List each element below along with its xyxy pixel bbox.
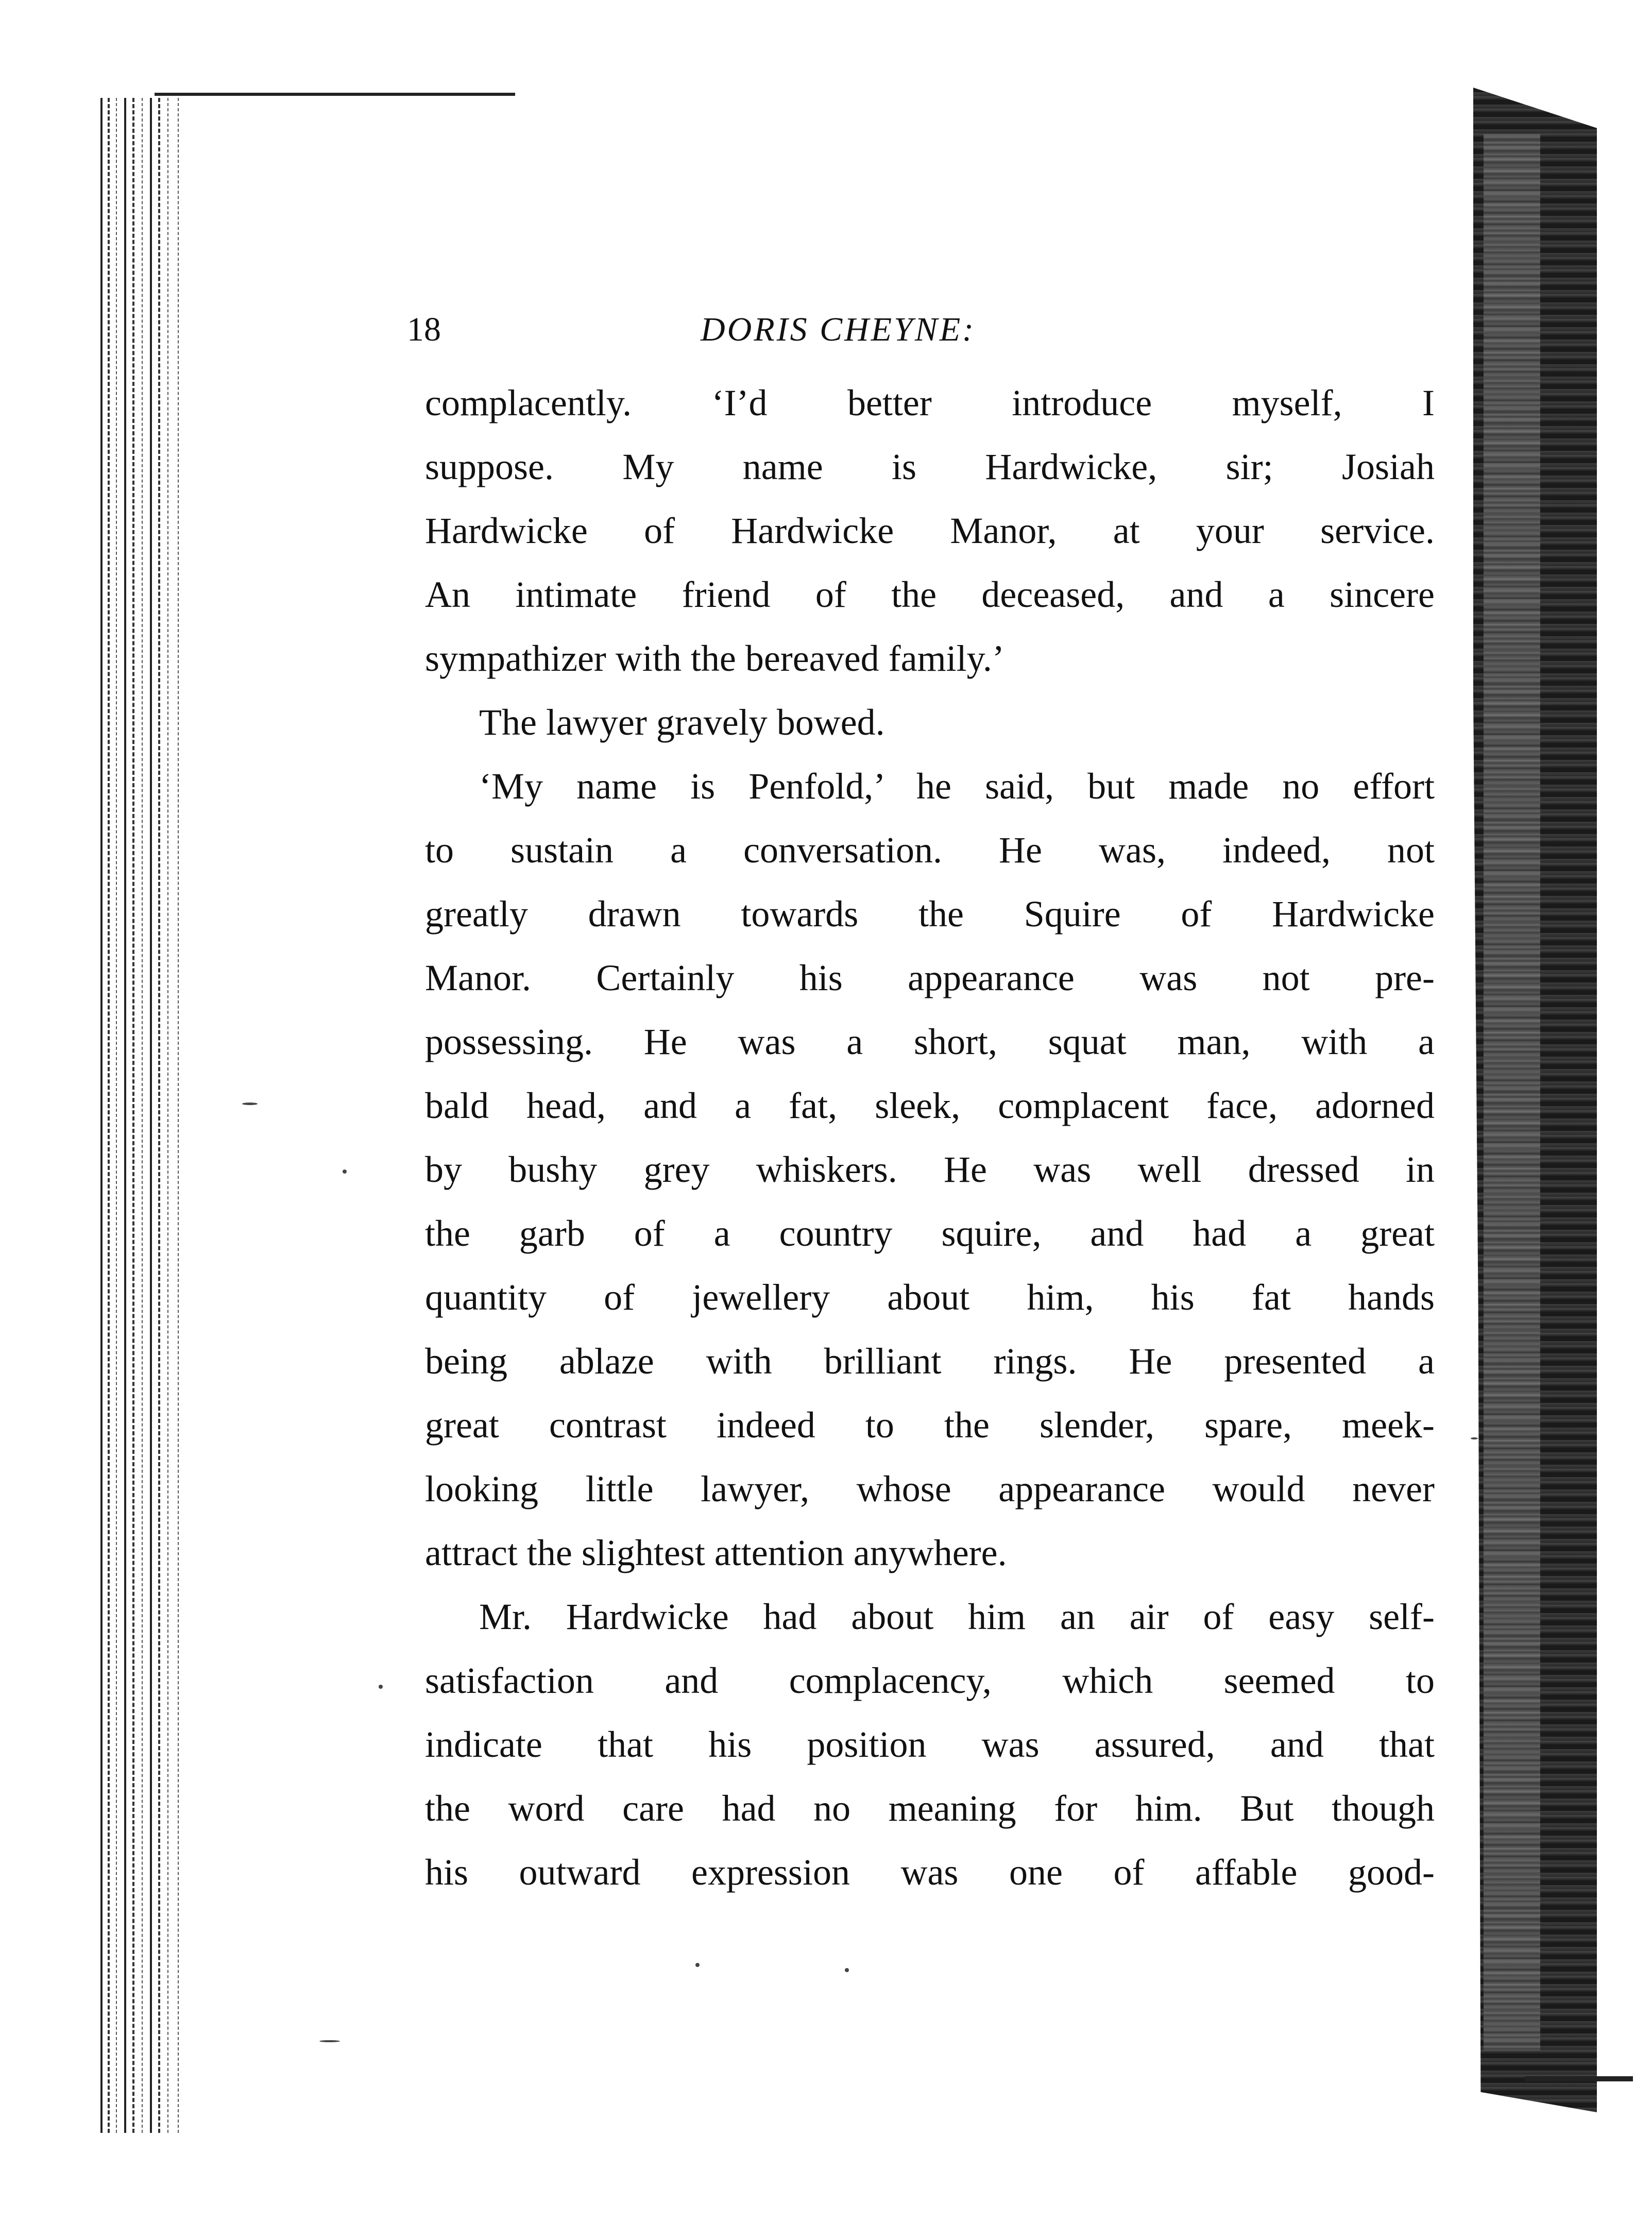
text-line: bald head, and a fat, sleek, complacent face, adorned (425, 1085, 1435, 1126)
text-line: the garb of a country squire, and had a great (425, 1213, 1435, 1254)
text-line: Mr. Hardwicke had about him an air of easy self- (479, 1596, 1435, 1637)
body-text (425, 371, 1435, 1904)
book-edge-texture (1484, 134, 1540, 2050)
text-line: satisfaction and complacency, which seemed to (425, 1660, 1435, 1701)
text-line: being ablaze with brilliant rings. He presented a (425, 1341, 1435, 1382)
binding-gutter (100, 98, 203, 2133)
scan-top-rule (155, 93, 515, 96)
scan-speck (845, 1968, 849, 1972)
scan-speck (695, 1963, 700, 1967)
text-line: greatly drawn towards the Squire of Hardwicke (425, 893, 1435, 935)
text-line: the word care had no meaning for him. But though (425, 1788, 1435, 1829)
running-title: DORIS CHEYNE: (701, 311, 976, 348)
text-line: by bushy grey whiskers. He was well dressed in (425, 1149, 1435, 1190)
page-number: 18 (407, 311, 441, 348)
text-line: complacently. ‘I’d better introduce myself, I (425, 382, 1435, 423)
text-line: Manor. Certainly his appearance was not pre- (425, 957, 1435, 998)
text-line: suppose. My name is Hardwicke, sir; Josiah (425, 446, 1435, 487)
scan-speck (319, 2040, 340, 2042)
page-header (407, 301, 1437, 358)
book-edge-foot (1525, 2076, 1633, 2081)
text-line: indicate that his position was assured, and that (425, 1724, 1435, 1765)
text-line: The lawyer gravely bowed. (479, 702, 885, 743)
text-line: great contrast indeed to the slender, spare, meek- (425, 1404, 1435, 1446)
text-line: possessing. He was a short, squat man, with a (425, 1021, 1435, 1062)
scan-speck (242, 1103, 258, 1105)
text-line: attract the slightest attention anywhere. (425, 1532, 1007, 1573)
scan-speck (379, 1685, 383, 1689)
text-line: sympathizer with the bereaved family.’ (425, 638, 1004, 679)
text-line: looking little lawyer, whose appearance would never (425, 1468, 1435, 1510)
text-line: ‘My name is Penfold,’ he said, but made no effort (479, 766, 1435, 807)
scan-speck (343, 1169, 347, 1174)
text-line: his outward expression was one of affable good- (425, 1852, 1435, 1893)
text-line: to sustain a conversation. He was, indeed, not (425, 829, 1435, 871)
text-line: quantity of jewellery about him, his fat hands (425, 1277, 1435, 1318)
text-line: An intimate friend of the deceased, and a sincere (425, 574, 1435, 615)
text-line: Hardwicke of Hardwicke Manor, at your service. (425, 510, 1435, 551)
scan-speck (1471, 1437, 1478, 1439)
